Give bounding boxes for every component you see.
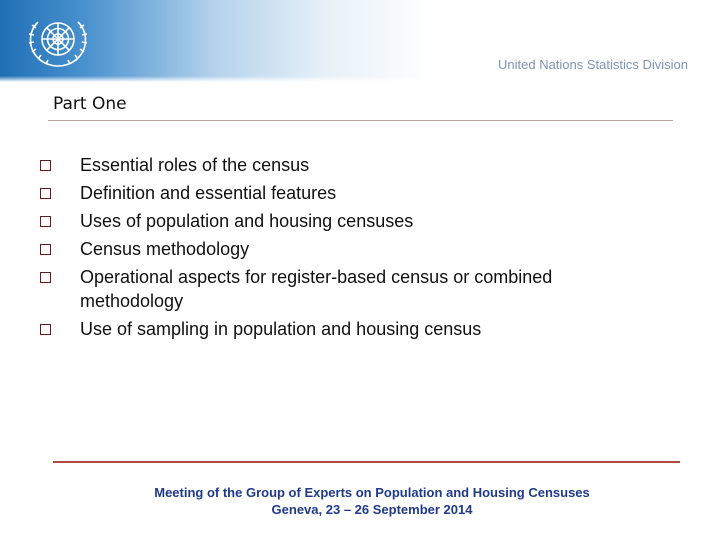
bullet-text: Definition and essential features <box>80 183 337 203</box>
bullet-text: Use of sampling in population and housing census <box>80 318 482 339</box>
hollow-square-bullet-icon <box>40 324 51 335</box>
division-name: United Nations Statistics Division <box>498 57 689 72</box>
bullet-list <box>40 154 640 346</box>
bullet-item <box>40 318 640 342</box>
bullet-item <box>40 238 640 262</box>
hollow-square-bullet-icon <box>40 244 51 255</box>
hollow-square-bullet-icon <box>40 160 51 171</box>
footer-meeting-title: Meeting of the Group of Experts on Population and Housing Censuses <box>154 485 590 500</box>
bullet-text: Census methodology <box>80 239 250 259</box>
footer-location-date: Geneva, 23 – 26 September 2014 <box>271 502 473 517</box>
bullet-text: Uses of population and housing censuses <box>80 211 414 231</box>
bullet-item <box>40 154 640 178</box>
hollow-square-bullet-icon <box>40 216 51 227</box>
bullet-text: Essential roles of the census <box>80 155 310 175</box>
un-emblem-icon <box>22 8 94 74</box>
bullet-text: Operational aspects for register-based census or combined methodology <box>80 267 553 311</box>
bullet-item <box>40 266 640 313</box>
title-divider <box>48 120 673 121</box>
footer <box>0 484 720 518</box>
bullet-item <box>40 182 640 206</box>
hollow-square-bullet-icon <box>40 188 51 199</box>
slide-title: Part One <box>53 94 127 114</box>
footer-divider <box>53 461 680 463</box>
bullet-item <box>40 210 640 234</box>
hollow-square-bullet-icon <box>40 272 51 283</box>
